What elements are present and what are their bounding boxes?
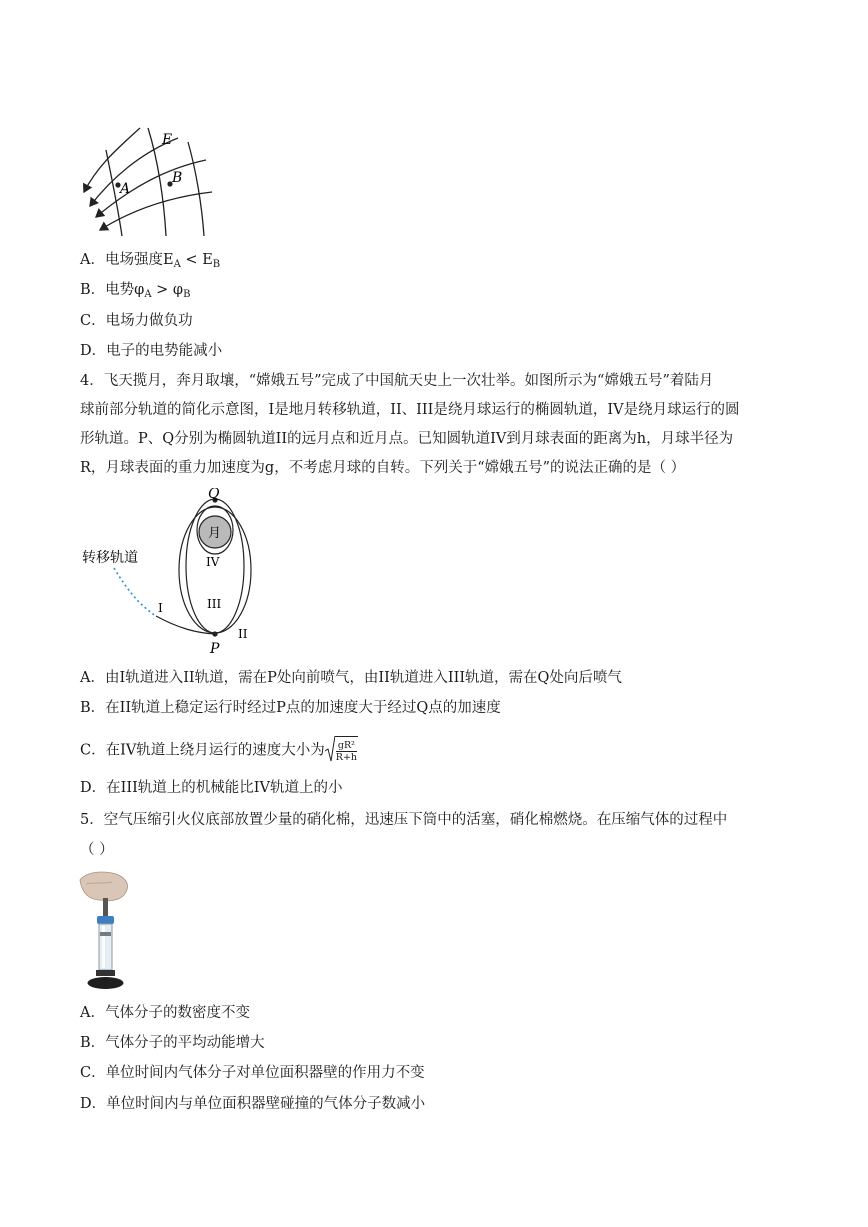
math-subscript: B <box>183 289 191 300</box>
label-e: E <box>162 132 173 148</box>
label-p: P <box>210 641 220 657</box>
q4-stem-line: R，月球表面的重力加速度为g，不考虑月球的自转。下列关于“嫦娥五号”的说法正确的是（ ） <box>80 460 686 476</box>
q5-stem-line: （ ） <box>80 842 114 858</box>
math-symbol: φ <box>172 282 184 298</box>
hand <box>80 872 128 901</box>
q3-option-a[interactable] <box>80 250 808 275</box>
q5-option-c[interactable]: C．单位时间内气体分子对单位面积器壁的作用力不变 <box>80 1065 425 1081</box>
option-prefix: D． <box>80 343 107 359</box>
point-p <box>212 631 217 636</box>
option-text: 电势 <box>105 282 135 298</box>
math-symbol: E <box>162 252 174 268</box>
q5-option-b[interactable]: B．气体分子的平均动能增大 <box>80 1035 265 1051</box>
q3-option-d[interactable] <box>80 341 808 361</box>
q5-option-a[interactable]: A．气体分子的数密度不变 <box>80 1005 250 1021</box>
math-symbol: E <box>202 252 213 268</box>
air-compression-igniter-figure <box>78 870 134 992</box>
fraction-numerator: gR² <box>336 740 357 752</box>
q4-stem-line: 4．飞天揽月，奔月取壤，“嫦娥五号”完成了中国航天史上一次壮举。如图所示为“嫦娥五号”着陆月 <box>80 373 714 389</box>
sqrt-expression <box>325 736 358 765</box>
option-text: 电场力做负功 <box>105 313 193 329</box>
transfer-dotted-arc <box>114 568 156 616</box>
equipotential-line <box>188 142 204 236</box>
label-iv: IV <box>206 555 220 569</box>
q4-stem-line: 球前部分轨道的简化示意图，I是地月转移轨道，II、III是绕月球运行的椭圆轨道，IV是绕月球运行的圆 <box>80 402 740 418</box>
field-line <box>96 160 206 217</box>
option-prefix: B． <box>80 282 106 298</box>
q5-option-d[interactable]: D．单位时间内与单位面积器壁碰撞的气体分子数减小 <box>80 1096 426 1112</box>
math-subscript: A <box>144 289 152 300</box>
q4-option-d[interactable]: D．在III轨道上的机械能比IV轨道上的小 <box>80 780 343 796</box>
option-prefix: C． <box>80 313 106 329</box>
label-moon: 月 <box>208 526 222 541</box>
math-subscript: B <box>212 259 221 270</box>
fraction-denominator: R+h <box>335 751 358 763</box>
q3-option-c[interactable] <box>80 311 808 331</box>
lunar-orbit-figure <box>78 488 278 658</box>
option-text: 电场强度 <box>104 252 163 268</box>
q5-stem-line: 5．空气压缩引火仪底部放置少量的硝化棉，迅速压下筒中的活塞，硝化棉燃烧。在压缩气体的过程中 <box>80 812 728 828</box>
label-ii: II <box>238 627 248 641</box>
math-operator: > <box>151 282 173 298</box>
fraction <box>336 740 357 763</box>
label-a: A <box>120 181 131 197</box>
math-subscript: A <box>173 259 181 270</box>
q4-stem-line: 形轨道。P、Q分别为椭圆轨道II的远月点和近月点。已知圆轨道IV到月球表面的距离为h，月球半径为 <box>80 431 734 447</box>
option-prefix: A． <box>80 252 105 268</box>
option-text: 电子的电势能减小 <box>106 343 223 359</box>
q3-option-b[interactable] <box>80 280 808 305</box>
label-i: I <box>158 601 163 615</box>
field-line <box>100 192 212 230</box>
q4-option-c[interactable] <box>80 736 808 765</box>
q4-option-b[interactable]: B．在II轨道上稳定运行时经过P点的加速度大于经过Q点的加速度 <box>80 700 501 716</box>
label-iii: III <box>207 597 222 611</box>
field-line <box>90 138 178 206</box>
option-text: C．在IV轨道上绕月运行的速度大小为 <box>80 742 325 759</box>
label-transfer-orbit: 转移轨道 <box>82 550 138 566</box>
label-b: B <box>172 170 183 186</box>
math-operator: < <box>180 252 203 268</box>
electric-field-figure <box>78 120 218 238</box>
math-symbol: φ <box>134 282 145 298</box>
label-q: Q <box>208 488 220 502</box>
q4-option-a[interactable]: A．由I轨道进入II轨道，需在P处向前喷气，由II轨道进入III轨道，需在Q处向后喷气 <box>80 670 622 686</box>
